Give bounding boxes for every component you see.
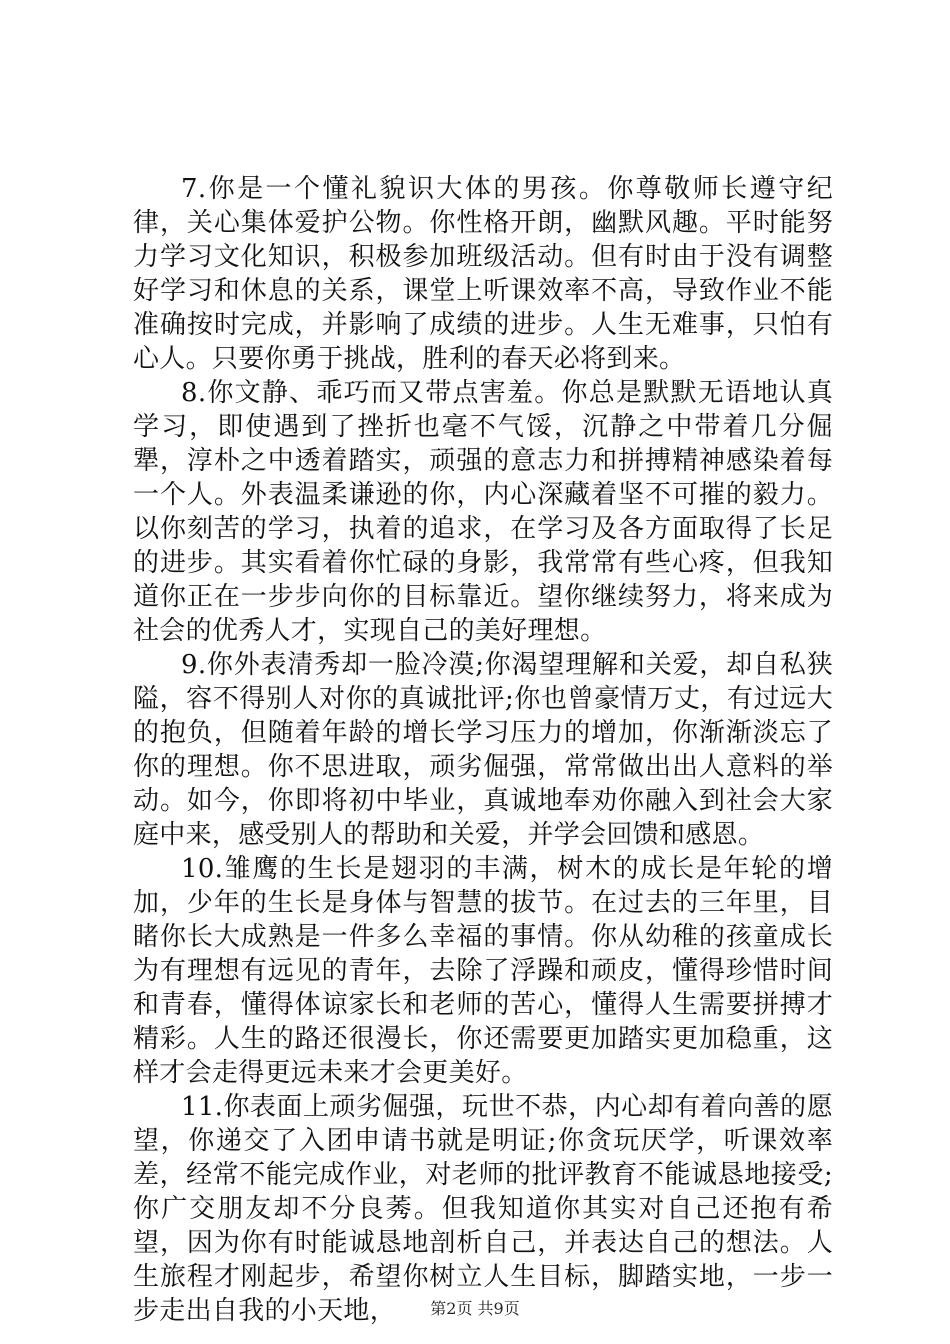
paragraph-9: 9.你外表清秀却一脸冷漠;你渴望理解和关爱，却自私狭隘，容不得别人对你的真诚批评;你也曾豪情万丈，有过远大的抱负，但随着年龄的增长学习压力的增加，你渐渐淡忘了你的理想。你不思进取，顽劣倔强，常常做出出人意料的举动。如今，你即将初中毕业，真诚地奉劝你融入到社会大家庭中来，感受别人的帮助和关爱，并学会回馈和感恩。	[133, 650, 833, 850]
document-body	[133, 172, 833, 1328]
paragraph-11: 11.你表面上顽劣倔强，玩世不恭，内心却有着向善的愿望，你递交了入团申请书就是明证;你贪玩厌学，听课效率差，经常不能完成作业，对老师的批评教育不能诚恳地接受;你广交朋友却不分良莠。但我知道你其实对自己还抱有希望，因为你有时能诚恳地剖析自己，并表达自己的想法。人生旅程才刚起步，希望你树立人生目标，脚踏实地，一步一步走出自我的小天地，	[133, 1092, 833, 1326]
page-footer	[0, 1299, 950, 1319]
paragraph-7: 7.你是一个懂礼貌识大体的男孩。你尊敬师长遵守纪律，关心集体爱护公物。你性格开朗，幽默风趣。平时能努力学习文化知识，积极参加班级活动。但有时由于没有调整好学习和休息的关系，课堂上听课效率不高，导致作业不能准确按时完成，并影响了成绩的进步。人生无难事，只怕有心人。只要你勇于挑战，胜利的春天必将到来。	[133, 174, 833, 374]
page-number-label: 第2页 共9页	[430, 1299, 520, 1318]
paragraph-8: 8.你文静、乖巧而又带点害羞。你总是默默无语地认真学习，即使遇到了挫折也毫不气馁，沉静之中带着几分倔犟，淳朴之中透着踏实，顽强的意志力和拼搏精神感染着每一个人。外表温柔谦逊的你，内心深藏着坚不可摧的毅力。以你刻苦的学习，执着的追求，在学习及各方面取得了长足的进步。其实看着你忙碌的身影，我常常有些心疼，但我知道你正在一步步向你的目标靠近。望你继续努力，将来成为社会的优秀人才，实现自己的美好理想。	[133, 378, 833, 646]
paragraph-10: 10.雏鹰的生长是翅羽的丰满，树木的成长是年轮的增加，少年的生长是身体与智慧的拔节。在过去的三年里，目睹你长大成熟是一件多么幸福的事情。你从幼稚的孩童成长为有理想有远见的青年，去除了浮躁和顽皮，懂得珍惜时间和青春，懂得体谅家长和老师的苦心，懂得人生需要拼搏才精彩。人生的路还很漫长，你还需要更加踏实更加稳重，这样才会走得更远未来才会更美好。	[133, 854, 833, 1088]
